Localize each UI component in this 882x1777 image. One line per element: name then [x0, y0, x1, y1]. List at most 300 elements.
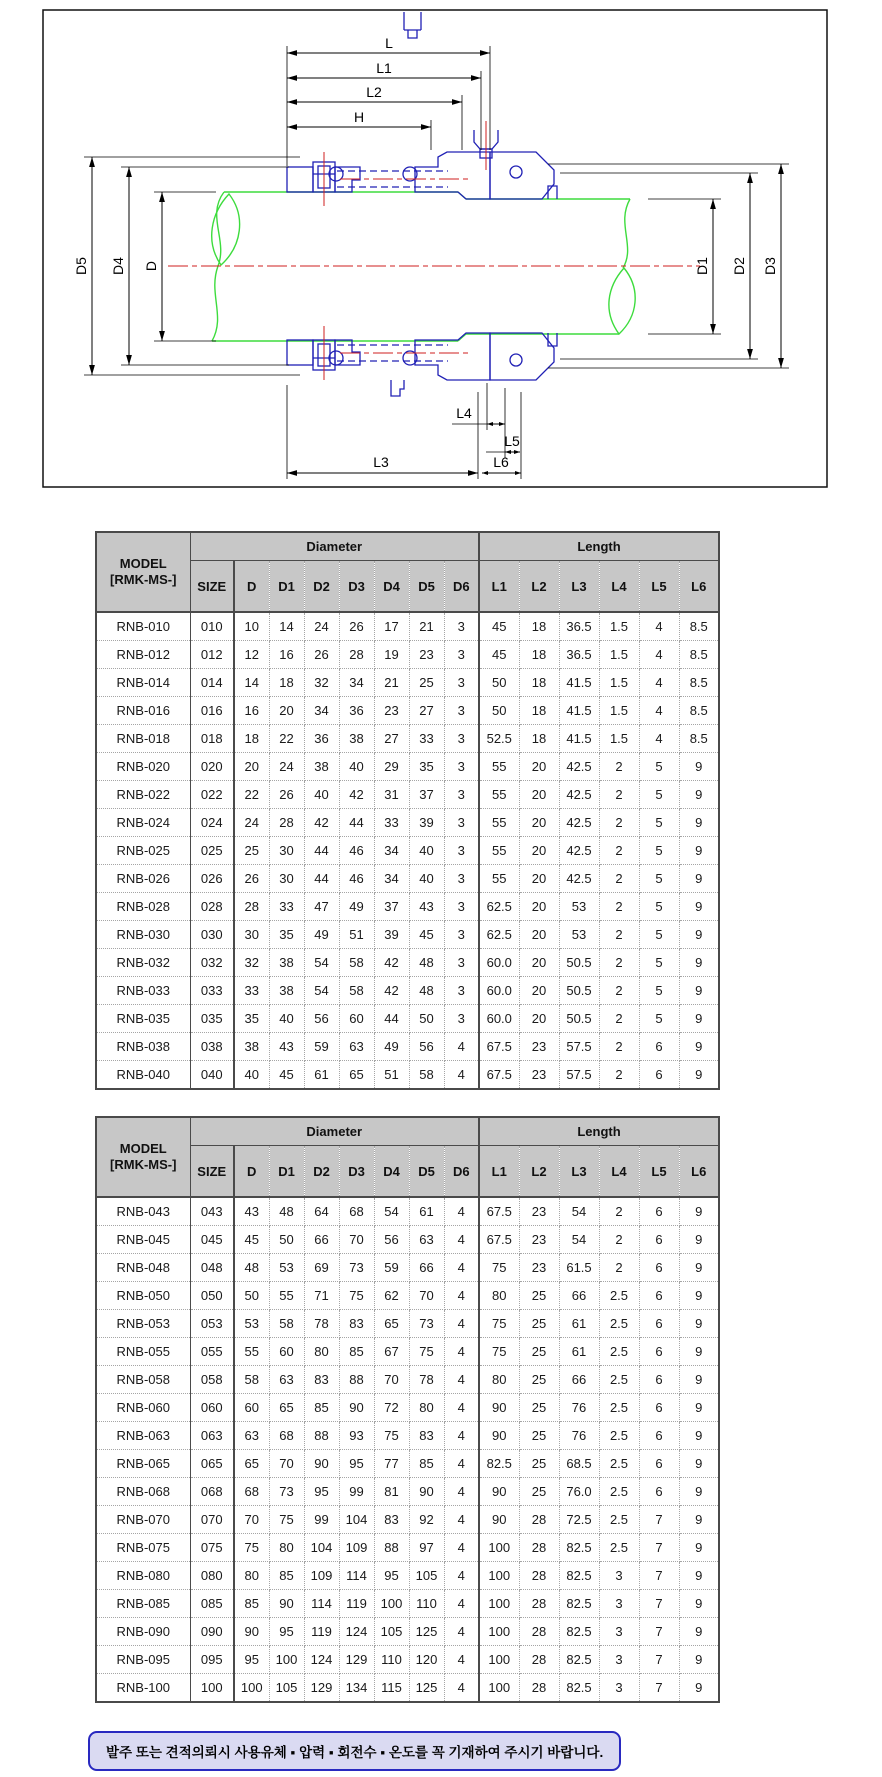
value-cell: 55 [269, 1282, 304, 1310]
value-cell: 2.5 [599, 1338, 639, 1366]
value-cell: 90 [479, 1422, 519, 1450]
value-cell: 18 [269, 669, 304, 697]
order-note-box [88, 1731, 621, 1771]
value-cell: 3 [444, 1005, 479, 1033]
value-cell: 76.0 [559, 1478, 599, 1506]
value-cell: 66 [559, 1282, 599, 1310]
value-cell: 20 [519, 809, 559, 837]
drawing-border [43, 10, 827, 487]
model-cell: RNB-060 [96, 1394, 190, 1422]
value-cell: 38 [304, 753, 339, 781]
value-cell: 80 [304, 1338, 339, 1366]
dim-label-H: H [353, 109, 365, 125]
value-cell: 9 [679, 1254, 719, 1282]
value-cell: 90 [479, 1478, 519, 1506]
value-cell: 45 [479, 641, 519, 669]
value-cell: 065 [190, 1450, 234, 1478]
table-row [96, 809, 719, 837]
value-cell: 50 [479, 697, 519, 725]
value-cell: 56 [374, 1226, 409, 1254]
value-cell: 72 [374, 1394, 409, 1422]
model-cell: RNB-012 [96, 641, 190, 669]
value-cell: 105 [269, 1674, 304, 1703]
value-cell: 068 [190, 1478, 234, 1506]
value-cell: 109 [339, 1534, 374, 1562]
value-cell: 70 [339, 1226, 374, 1254]
model-cell: RNB-070 [96, 1506, 190, 1534]
column-header-l1: L1 [479, 561, 519, 613]
value-cell: 61.5 [559, 1254, 599, 1282]
value-cell: 6 [639, 1366, 679, 1394]
value-cell: 18 [234, 725, 269, 753]
value-cell: 4 [444, 1338, 479, 1366]
value-cell: 4 [444, 1033, 479, 1061]
column-header-l2: L2 [519, 561, 559, 613]
value-cell: 33 [234, 977, 269, 1005]
value-cell: 022 [190, 781, 234, 809]
value-cell: 83 [374, 1506, 409, 1534]
value-cell: 2.5 [599, 1478, 639, 1506]
value-cell: 51 [339, 921, 374, 949]
value-cell: 8.5 [679, 725, 719, 753]
value-cell: 56 [304, 1005, 339, 1033]
value-cell: 030 [190, 921, 234, 949]
value-cell: 9 [679, 865, 719, 893]
value-cell: 2.5 [599, 1366, 639, 1394]
value-cell: 23 [519, 1197, 559, 1226]
value-cell: 1.5 [599, 725, 639, 753]
column-header-d5: D5 [409, 1146, 444, 1198]
value-cell: 28 [519, 1590, 559, 1618]
value-cell: 71 [304, 1282, 339, 1310]
value-cell: 21 [374, 669, 409, 697]
value-cell: 67.5 [479, 1197, 519, 1226]
value-cell: 3 [444, 949, 479, 977]
value-cell: 053 [190, 1310, 234, 1338]
value-cell: 2.5 [599, 1422, 639, 1450]
value-cell: 48 [409, 949, 444, 977]
value-cell: 51 [374, 1061, 409, 1090]
value-cell: 038 [190, 1033, 234, 1061]
value-cell: 3 [599, 1590, 639, 1618]
model-cell: RNB-043 [96, 1197, 190, 1226]
value-cell: 50 [479, 669, 519, 697]
value-cell: 90 [304, 1450, 339, 1478]
value-cell: 26 [234, 865, 269, 893]
header-group-row [96, 1117, 719, 1146]
model-cell: RNB-048 [96, 1254, 190, 1282]
value-cell: 4 [639, 697, 679, 725]
value-cell: 3 [599, 1646, 639, 1674]
value-cell: 20 [519, 837, 559, 865]
value-cell: 30 [269, 837, 304, 865]
value-cell: 31 [374, 781, 409, 809]
value-cell: 25 [519, 1282, 559, 1310]
table-row [96, 1033, 719, 1061]
value-cell: 3 [444, 641, 479, 669]
table-row [96, 1282, 719, 1310]
value-cell: 5 [639, 977, 679, 1005]
value-cell: 3 [444, 612, 479, 641]
value-cell: 043 [190, 1197, 234, 1226]
value-cell: 45 [269, 1061, 304, 1090]
value-cell: 60 [339, 1005, 374, 1033]
value-cell: 9 [679, 1450, 719, 1478]
column-header-l2: L2 [519, 1146, 559, 1198]
column-header-l4: L4 [599, 1146, 639, 1198]
value-cell: 80 [479, 1282, 519, 1310]
value-cell: 055 [190, 1338, 234, 1366]
value-cell: 18 [519, 725, 559, 753]
value-cell: 77 [374, 1450, 409, 1478]
value-cell: 23 [374, 697, 409, 725]
value-cell: 40 [409, 865, 444, 893]
value-cell: 040 [190, 1061, 234, 1090]
value-cell: 95 [234, 1646, 269, 1674]
diameter-group-header: Diameter [190, 532, 479, 561]
value-cell: 39 [374, 921, 409, 949]
value-cell: 70 [234, 1506, 269, 1534]
value-cell: 50.5 [559, 1005, 599, 1033]
table-row [96, 1310, 719, 1338]
value-cell: 7 [639, 1646, 679, 1674]
value-cell: 55 [234, 1338, 269, 1366]
value-cell: 43 [234, 1197, 269, 1226]
header-group-row [96, 532, 719, 561]
value-cell: 5 [639, 809, 679, 837]
value-cell: 58 [234, 1366, 269, 1394]
value-cell: 25 [234, 837, 269, 865]
model-cell: RNB-040 [96, 1061, 190, 1090]
header-columns-row [96, 1146, 719, 1198]
value-cell: 55 [479, 753, 519, 781]
value-cell: 6 [639, 1310, 679, 1338]
value-cell: 3 [599, 1562, 639, 1590]
value-cell: 048 [190, 1254, 234, 1282]
column-header-l3: L3 [559, 1146, 599, 1198]
table-header [96, 1117, 719, 1197]
value-cell: 3 [444, 669, 479, 697]
value-cell: 2.5 [599, 1310, 639, 1338]
value-cell: 45 [479, 612, 519, 641]
value-cell: 110 [409, 1590, 444, 1618]
spec-tables [95, 531, 727, 1703]
value-cell: 75 [409, 1338, 444, 1366]
value-cell: 28 [519, 1618, 559, 1646]
value-cell: 60 [269, 1338, 304, 1366]
value-cell: 8.5 [679, 697, 719, 725]
value-cell: 2 [599, 809, 639, 837]
value-cell: 73 [409, 1310, 444, 1338]
value-cell: 85 [234, 1590, 269, 1618]
value-cell: 20 [519, 949, 559, 977]
value-cell: 40 [409, 837, 444, 865]
value-cell: 42 [374, 949, 409, 977]
value-cell: 28 [519, 1562, 559, 1590]
model-cell: RNB-075 [96, 1534, 190, 1562]
value-cell: 014 [190, 669, 234, 697]
value-cell: 62 [374, 1282, 409, 1310]
value-cell: 65 [339, 1061, 374, 1090]
value-cell: 28 [269, 809, 304, 837]
value-cell: 4 [444, 1674, 479, 1703]
model-cell: RNB-038 [96, 1033, 190, 1061]
value-cell: 4 [444, 1254, 479, 1282]
value-cell: 38 [269, 977, 304, 1005]
value-cell: 20 [269, 697, 304, 725]
value-cell: 115 [374, 1674, 409, 1703]
value-cell: 26 [339, 612, 374, 641]
value-cell: 17 [374, 612, 409, 641]
value-cell: 129 [339, 1646, 374, 1674]
value-cell: 66 [409, 1254, 444, 1282]
value-cell: 59 [304, 1033, 339, 1061]
value-cell: 25 [519, 1310, 559, 1338]
value-cell: 75 [479, 1338, 519, 1366]
column-header-d6: D6 [444, 1146, 479, 1198]
value-cell: 025 [190, 837, 234, 865]
value-cell: 2 [599, 893, 639, 921]
value-cell: 063 [190, 1422, 234, 1450]
value-cell: 25 [519, 1366, 559, 1394]
model-cell: RNB-028 [96, 893, 190, 921]
table-row [96, 1506, 719, 1534]
value-cell: 028 [190, 893, 234, 921]
model-cell: RNB-085 [96, 1590, 190, 1618]
value-cell: 2 [599, 1197, 639, 1226]
value-cell: 82.5 [479, 1450, 519, 1478]
table-row [96, 725, 719, 753]
value-cell: 95 [269, 1618, 304, 1646]
value-cell: 82.5 [559, 1562, 599, 1590]
value-cell: 83 [304, 1366, 339, 1394]
value-cell: 50.5 [559, 949, 599, 977]
value-cell: 61 [559, 1310, 599, 1338]
value-cell: 60.0 [479, 977, 519, 1005]
table-row [96, 1646, 719, 1674]
dim-label-L: L [385, 35, 393, 51]
value-cell: 33 [269, 893, 304, 921]
value-cell: 3 [444, 921, 479, 949]
technical-drawing-area [0, 0, 882, 505]
table-row [96, 1562, 719, 1590]
value-cell: 1.5 [599, 697, 639, 725]
column-header-l5: L5 [639, 1146, 679, 1198]
value-cell: 76 [559, 1394, 599, 1422]
value-cell: 82.5 [559, 1646, 599, 1674]
value-cell: 42 [339, 781, 374, 809]
value-cell: 58 [269, 1310, 304, 1338]
value-cell: 3 [444, 837, 479, 865]
model-header [96, 1117, 190, 1197]
value-cell: 28 [519, 1646, 559, 1674]
table-row [96, 753, 719, 781]
value-cell: 90 [409, 1478, 444, 1506]
value-cell: 67.5 [479, 1226, 519, 1254]
value-cell: 2 [599, 1033, 639, 1061]
value-cell: 76 [559, 1422, 599, 1450]
value-cell: 97 [409, 1534, 444, 1562]
value-cell: 75 [269, 1506, 304, 1534]
value-cell: 4 [639, 725, 679, 753]
value-cell: 105 [409, 1562, 444, 1590]
value-cell: 53 [269, 1254, 304, 1282]
model-cell: RNB-055 [96, 1338, 190, 1366]
value-cell: 72.5 [559, 1506, 599, 1534]
header-columns-row [96, 561, 719, 613]
value-cell: 57.5 [559, 1061, 599, 1090]
column-header-d4: D4 [374, 561, 409, 613]
dim-label-L3: L3 [373, 454, 389, 470]
table-row [96, 1061, 719, 1090]
value-cell: 85 [339, 1338, 374, 1366]
value-cell: 28 [234, 893, 269, 921]
value-cell: 26 [304, 641, 339, 669]
value-cell: 119 [304, 1618, 339, 1646]
value-cell: 19 [374, 641, 409, 669]
value-cell: 82.5 [559, 1618, 599, 1646]
model-cell: RNB-032 [96, 949, 190, 977]
value-cell: 53 [559, 893, 599, 921]
value-cell: 25 [519, 1394, 559, 1422]
value-cell: 4 [444, 1197, 479, 1226]
value-cell: 2 [599, 837, 639, 865]
value-cell: 42 [374, 977, 409, 1005]
value-cell: 3 [444, 809, 479, 837]
value-cell: 38 [269, 949, 304, 977]
value-cell: 42.5 [559, 753, 599, 781]
value-cell: 25 [519, 1478, 559, 1506]
value-cell: 109 [304, 1562, 339, 1590]
model-header-line: [RMK-MS-] [110, 1157, 177, 1172]
value-cell: 4 [444, 1310, 479, 1338]
value-cell: 020 [190, 753, 234, 781]
value-cell: 10 [234, 612, 269, 641]
value-cell: 55 [479, 809, 519, 837]
value-cell: 125 [409, 1674, 444, 1703]
value-cell: 54 [374, 1197, 409, 1226]
value-cell: 090 [190, 1618, 234, 1646]
value-cell: 100 [190, 1674, 234, 1703]
table-row [96, 1534, 719, 1562]
value-cell: 26 [269, 781, 304, 809]
table-header [96, 532, 719, 612]
value-cell: 75 [479, 1310, 519, 1338]
column-header-d2: D2 [304, 1146, 339, 1198]
table-row [96, 1422, 719, 1450]
column-header-l1: L1 [479, 1146, 519, 1198]
value-cell: 2 [599, 1254, 639, 1282]
value-cell: 9 [679, 809, 719, 837]
value-cell: 6 [639, 1478, 679, 1506]
value-cell: 2 [599, 1061, 639, 1090]
value-cell: 9 [679, 1506, 719, 1534]
value-cell: 100 [234, 1674, 269, 1703]
value-cell: 100 [374, 1590, 409, 1618]
value-cell: 40 [339, 753, 374, 781]
model-cell: RNB-024 [96, 809, 190, 837]
value-cell: 4 [444, 1534, 479, 1562]
value-cell: 7 [639, 1590, 679, 1618]
value-cell: 35 [409, 753, 444, 781]
value-cell: 95 [374, 1562, 409, 1590]
value-cell: 20 [519, 1005, 559, 1033]
value-cell: 48 [409, 977, 444, 1005]
value-cell: 22 [269, 725, 304, 753]
value-cell: 100 [269, 1646, 304, 1674]
value-cell: 49 [374, 1033, 409, 1061]
value-cell: 85 [409, 1450, 444, 1478]
diameter-group-header: Diameter [190, 1117, 479, 1146]
value-cell: 7 [639, 1618, 679, 1646]
value-cell: 65 [234, 1450, 269, 1478]
value-cell: 4 [444, 1646, 479, 1674]
value-cell: 90 [339, 1394, 374, 1422]
value-cell: 2 [599, 865, 639, 893]
value-cell: 68 [234, 1478, 269, 1506]
value-cell: 90 [269, 1590, 304, 1618]
value-cell: 49 [339, 893, 374, 921]
value-cell: 92 [409, 1506, 444, 1534]
value-cell: 3 [444, 893, 479, 921]
value-cell: 1.5 [599, 669, 639, 697]
value-cell: 5 [639, 865, 679, 893]
dim-label-L5: L5 [504, 433, 520, 449]
value-cell: 58 [339, 949, 374, 977]
value-cell: 14 [234, 669, 269, 697]
table-row [96, 977, 719, 1005]
value-cell: 83 [409, 1422, 444, 1450]
value-cell: 28 [339, 641, 374, 669]
value-cell: 22 [234, 781, 269, 809]
column-header-l5: L5 [639, 561, 679, 613]
value-cell: 16 [234, 697, 269, 725]
value-cell: 24 [234, 809, 269, 837]
value-cell: 6 [639, 1338, 679, 1366]
model-header-line: [RMK-MS-] [110, 572, 177, 587]
value-cell: 114 [339, 1562, 374, 1590]
model-cell: RNB-080 [96, 1562, 190, 1590]
value-cell: 100 [479, 1618, 519, 1646]
value-cell: 4 [444, 1394, 479, 1422]
table-row [96, 893, 719, 921]
value-cell: 9 [679, 1197, 719, 1226]
value-cell: 9 [679, 1338, 719, 1366]
value-cell: 82.5 [559, 1534, 599, 1562]
value-cell: 68 [339, 1197, 374, 1226]
table-row [96, 949, 719, 977]
value-cell: 095 [190, 1646, 234, 1674]
value-cell: 82.5 [559, 1590, 599, 1618]
value-cell: 085 [190, 1590, 234, 1618]
table-row [96, 1618, 719, 1646]
table-row [96, 697, 719, 725]
value-cell: 2.5 [599, 1534, 639, 1562]
value-cell: 64 [304, 1197, 339, 1226]
value-cell: 61 [304, 1061, 339, 1090]
value-cell: 20 [519, 893, 559, 921]
value-cell: 14 [269, 612, 304, 641]
value-cell: 80 [269, 1534, 304, 1562]
value-cell: 35 [234, 1005, 269, 1033]
value-cell: 032 [190, 949, 234, 977]
value-cell: 28 [519, 1674, 559, 1703]
value-cell: 010 [190, 612, 234, 641]
value-cell: 2 [599, 1226, 639, 1254]
mechanical-seal-drawing [0, 0, 882, 505]
value-cell: 016 [190, 697, 234, 725]
value-cell: 6 [639, 1422, 679, 1450]
